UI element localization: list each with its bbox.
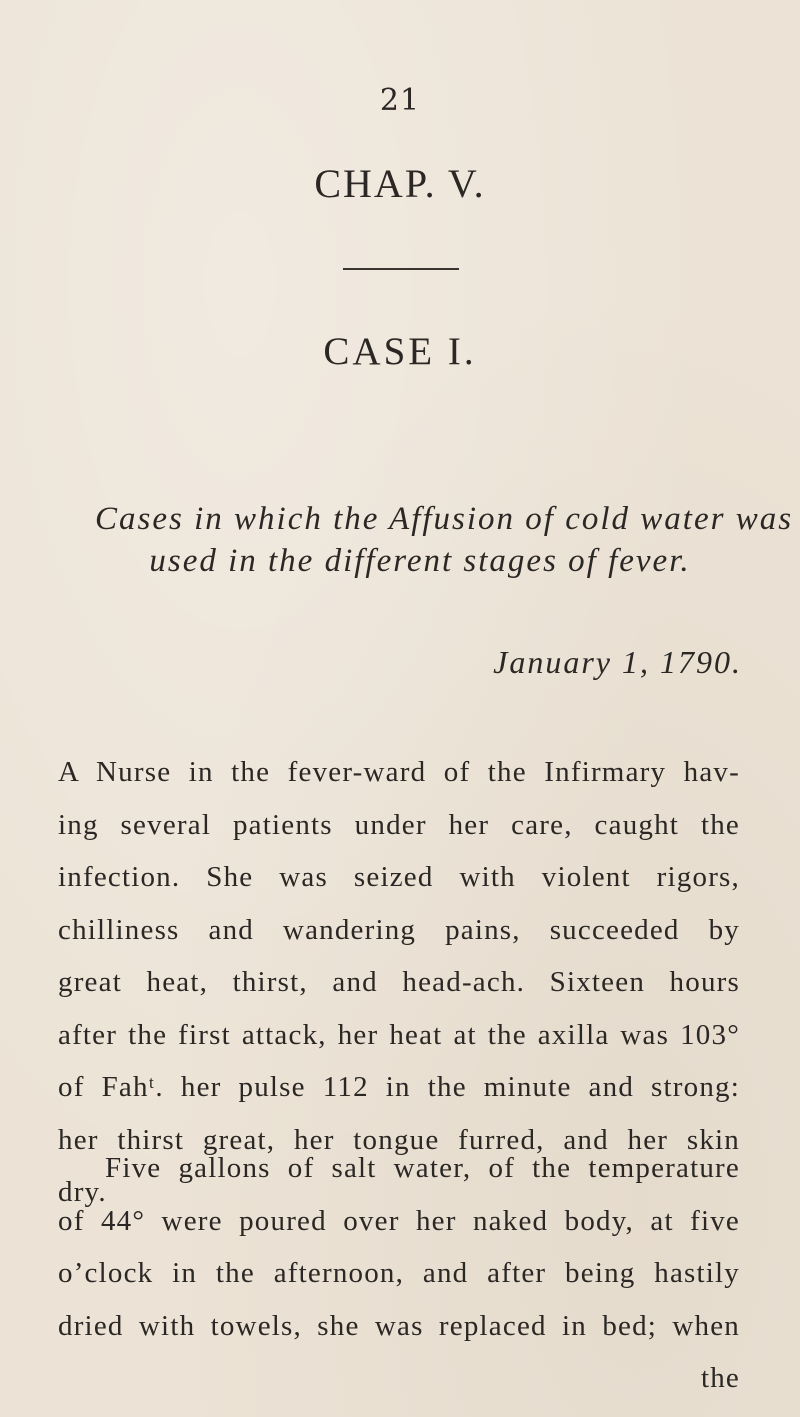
- text-line: after the first attack, her heat at the axilla was 103°: [58, 1018, 740, 1051]
- paragraph-2: [58, 1142, 740, 1405]
- text-line: of 44° were poured over her naked body, at five: [58, 1204, 740, 1237]
- text-line: chilliness and wandering pains, succeeded by: [58, 913, 740, 946]
- text-line: dried with towels, she was replaced in bed; when: [58, 1309, 740, 1342]
- text-line: A Nurse in the fever-ward of the Infirmary hav-: [58, 756, 740, 788]
- subtitle-line: used in the different stages of fever.: [149, 543, 691, 579]
- case-subtitle: [95, 498, 794, 582]
- text-line: of Fahᵗ. her pulse 112 in the minute and strong:: [58, 1071, 740, 1103]
- text-line: great heat, thirst, and head-ach. Sixteen hours: [58, 966, 740, 998]
- subtitle-line: Cases in which the Affusion of cold water was: [95, 501, 794, 537]
- case-heading: CASE I.: [323, 330, 477, 373]
- entry-date: January 1, 1790.: [493, 644, 742, 680]
- text-line: Five gallons of salt water, of the temperature: [105, 1152, 740, 1184]
- text-line: infection. She was seized with violent rigors,: [58, 861, 740, 893]
- chapter-heading: CHAP. V.: [314, 161, 486, 206]
- text-line: o’clock in the afternoon, and after being hastily: [58, 1257, 740, 1289]
- text-line: her thirst great, her tongue furred, and her skin: [58, 1123, 740, 1156]
- page-number: 21: [379, 83, 421, 118]
- catchword: the: [700, 1362, 740, 1394]
- text-line: ing several patients under her care, caught the: [58, 808, 740, 841]
- section-divider-rule: [343, 268, 459, 270]
- text-line: dry.: [58, 1176, 107, 1208]
